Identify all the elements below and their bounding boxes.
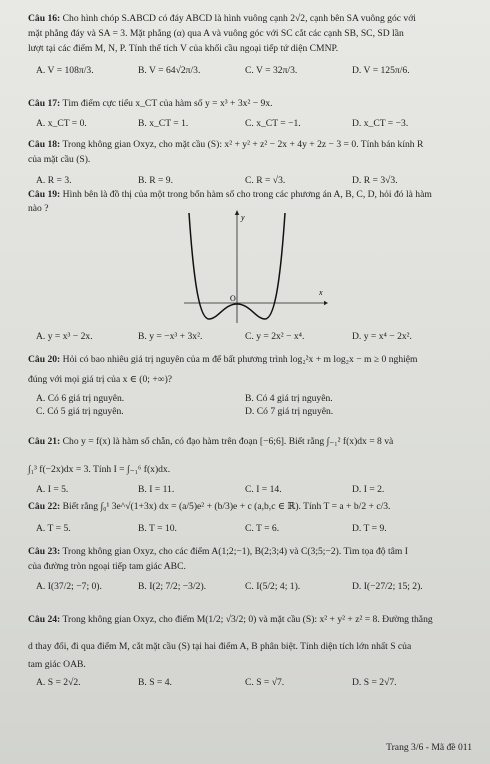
q20-line-1: Câu 20: Hỏi có bao nhiêu giá trị nguyên của m để bất phương trình log₂²x + m log₂x − m ≥ 0 nghiệm: [28, 354, 418, 365]
x-axis-label: x: [319, 288, 323, 297]
q19-line-2: nào ?: [28, 203, 49, 214]
q18-option-a: A. R = 3.: [36, 175, 72, 186]
q19-option-b: B. y = −x³ + 3x².: [138, 331, 203, 342]
y-axis-label: y: [241, 213, 245, 222]
q24-option-d: D. S = 2√7.: [352, 677, 397, 688]
q17-option-a: A. x_CT = 0.: [36, 118, 87, 129]
question-number: Câu 16:: [28, 13, 61, 24]
x-axis-arrow: [324, 301, 328, 305]
q18-line-2: của mặt cầu (S).: [28, 154, 91, 165]
question-number: Câu 20:: [28, 354, 61, 365]
q20-option-a: A. Có 6 giá trị nguyên.: [36, 393, 125, 404]
q20-line-2: đúng với mọi giá trị của x ∈ (0; +∞)?: [28, 374, 173, 385]
q23-line-1: Câu 23: Trong không gian Oxyz, cho các điểm A(1;2;−1), B(2;3;4) và C(3;5;−2). Tìm tọa độ tâm I: [28, 546, 408, 557]
question-number: Câu 24:: [28, 614, 61, 625]
question-number: Câu 23:: [28, 546, 61, 557]
question-number: Câu 21:: [28, 436, 61, 447]
q16-line-2: mặt phẳng đáy và SA = 3. Mặt phẳng (α) qua A và vuông góc với SC cắt các cạnh SB, SC, SD lần: [28, 28, 404, 39]
q21-option-d: D. I = 2.: [352, 484, 385, 495]
q17-option-b: B. x_CT = 1.: [138, 118, 189, 129]
q16-option-d: D. V = 125π/6.: [352, 65, 410, 76]
q17-option-d: D. x_CT = −3.: [352, 118, 409, 129]
q22-line-1: Câu 22: Biết rằng ∫₀¹ 3e^√(1+3x) dx = (a/5)e² + (b/3)e + c (a,b,c ∈ ℝ). Tính T = a + b/2 + c/3.: [28, 501, 391, 512]
q19-function-graph: [180, 207, 330, 327]
q16-line-3: lượt tại các điểm M, N, P. Tính thể tích V của khối cầu ngoại tiếp tứ diện CMNP.: [28, 43, 339, 54]
q24-line-2: d thay đổi, đi qua điểm M, cắt mặt cầu (S) tại hai điểm A, B phân biệt. Tính diện tích lớn nhất S của: [28, 641, 412, 652]
q21-option-c: C. I = 14.: [245, 484, 282, 495]
q16-option-b: B. V = 64√2π/3.: [138, 65, 201, 76]
q19-option-d: D. y = x⁴ − 2x².: [352, 331, 412, 342]
q18-option-c: C. R = √3.: [245, 175, 286, 186]
q21-option-b: B. I = 11.: [138, 484, 175, 495]
origin-label: O: [230, 294, 236, 303]
q23-option-a: A. I(37/2; −7; 0).: [36, 581, 102, 592]
q16-option-a: A. V = 108π/3.: [36, 65, 94, 76]
question-number: Câu 19:: [28, 189, 61, 200]
q16-line-1: Câu 16: Cho hình chóp S.ABCD có đáy ABCD là hình vuông cạnh 2√2, cạnh bên SA vuông góc với: [28, 13, 416, 24]
q23-line-2: của đường tròn ngoại tiếp tam giác ABC.: [28, 561, 186, 572]
question-number: Câu 17:: [28, 98, 61, 109]
y-axis-arrow: [235, 210, 239, 215]
q20-option-d: D. Có 7 giá trị nguyên.: [245, 406, 334, 417]
q18-option-b: B. R = 9.: [138, 175, 173, 186]
q16-option-c: C. V = 32π/3.: [245, 65, 298, 76]
q18-option-d: D. R = 3√3.: [352, 175, 398, 186]
q22-option-a: A. T = 5.: [36, 523, 71, 534]
q21-option-a: A. I = 5.: [36, 484, 69, 495]
q17-line-1: Câu 17: Tìm điểm cực tiểu x_CT của hàm số y = x³ + 3x² − 9x.: [28, 98, 273, 109]
q23-option-b: B. I(2; 7/2; −3/2).: [138, 581, 207, 592]
question-number: Câu 18:: [28, 139, 61, 150]
q22-option-c: C. T = 6.: [245, 523, 280, 534]
q22-option-d: D. T = 9.: [352, 523, 387, 534]
q19-line-1: Câu 19: Hình bên là đồ thị của một trong bốn hàm số cho trong các phương án A, B, C, D, hỏi đó là hàm: [28, 189, 432, 200]
page-footer: Trang 3/6 - Mã đề 011: [386, 742, 472, 753]
q24-line-1: Câu 24: Trong không gian Oxyz, cho điểm M(1/2; √3/2; 0) và mặt cầu (S): x² + y² + z² = 8. Đường thẳng: [28, 614, 433, 625]
q22-option-b: B. T = 10.: [138, 523, 177, 534]
q20-option-c: C. Có 5 giá trị nguyên.: [36, 406, 124, 417]
q20-option-b: B. Có 4 giá trị nguyên.: [245, 393, 333, 404]
q23-option-d: D. I(−27/2; 15; 2).: [352, 581, 423, 592]
q24-option-c: C. S = √7.: [245, 677, 285, 688]
q24-option-b: B. S = 4.: [138, 677, 172, 688]
q24-line-3: tam giác OAB.: [28, 659, 86, 670]
q23-option-c: C. I(5/2; 4; 1).: [245, 581, 301, 592]
q21-line-2: ∫₁³ f(−2x)dx = 3. Tính I = ∫₋₁⁶ f(x)dx.: [28, 464, 171, 475]
q24-option-a: A. S = 2√2.: [36, 677, 81, 688]
q19-option-a: A. y = x³ − 2x.: [36, 331, 93, 342]
question-number: Câu 22:: [28, 501, 61, 512]
q19-option-c: C. y = 2x² − x⁴.: [245, 331, 305, 342]
q21-line-1: Câu 21: Cho y = f(x) là hàm số chẵn, có đạo hàm trên đoạn [−6;6]. Biết rằng ∫₋₁² f(x)dx = 8 và: [28, 436, 394, 447]
q17-option-c: C. x_CT = −1.: [245, 118, 301, 129]
q18-line-1: Câu 18: Trong không gian Oxyz, cho mặt cầu (S): x² + y² + z² − 2x + 4y + 2z − 3 = 0. Tính bán kính R: [28, 139, 424, 150]
